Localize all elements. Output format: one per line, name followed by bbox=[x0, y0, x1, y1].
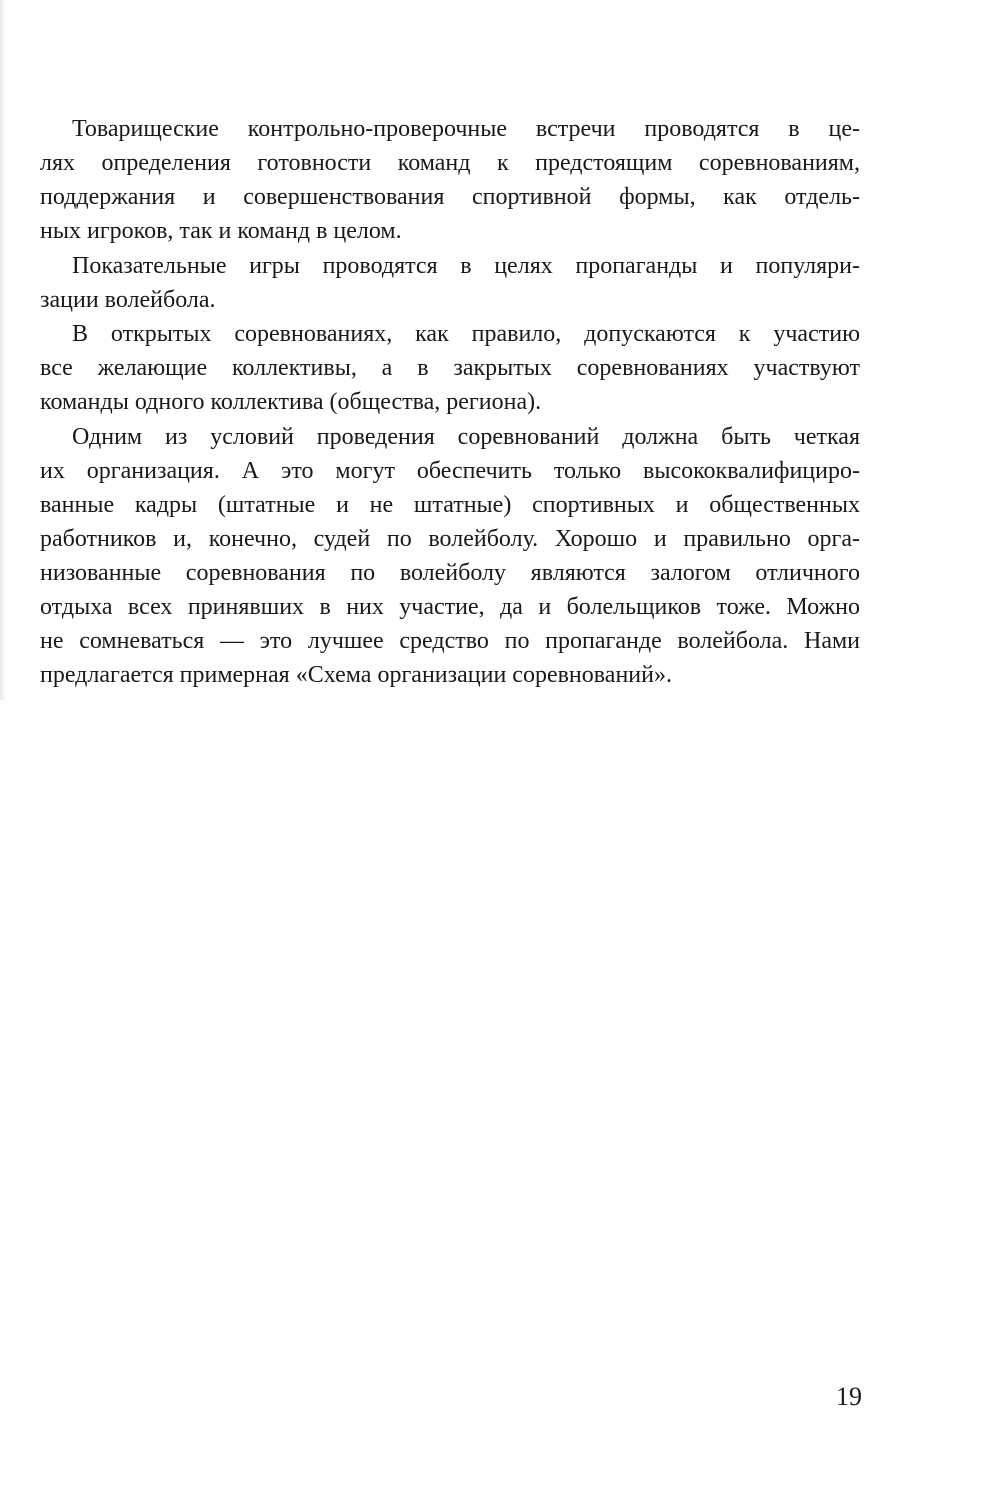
text-line: отдыха всех принявших в них участие, да и болельщиков тоже. Можно bbox=[40, 593, 860, 620]
text-line: зации волейбола. bbox=[40, 286, 216, 313]
text-line: ванные кадры (штатные и не штатные) спортивных и общественных bbox=[40, 491, 860, 518]
paragraph-open-closed-competitions bbox=[40, 317, 860, 419]
text-line: Показательные игры проводятся в целях пропаганды и популяри- bbox=[72, 252, 860, 279]
text-line: Одним из условий проведения соревнований должна быть четкая bbox=[72, 423, 860, 450]
text-line: предлагается примерная «Схема организации соревнований». bbox=[40, 661, 672, 688]
text-line: В открытых соревнованиях, как правило, допускаются к участию bbox=[72, 321, 860, 347]
paragraph-friendly-matches bbox=[40, 112, 860, 248]
paragraph-organization bbox=[40, 420, 860, 692]
text-line: Товарищеские контрольно-проверочные встречи проводятся в це- bbox=[72, 116, 860, 142]
text-line: команды одного коллектива (общества, региона). bbox=[40, 389, 542, 415]
paragraph-exhibition-games bbox=[40, 249, 860, 317]
text-line: не сомневаться — это лучшее средство по пропаганде волейбола. Нами bbox=[40, 627, 860, 654]
text-line: работников и, конечно, судей по волейболу. Хорошо и правильно орга- bbox=[40, 525, 860, 552]
text-line: низованные соревнования по волейболу являются залогом отличного bbox=[40, 559, 860, 586]
body-text bbox=[40, 112, 860, 692]
page-number: 19 bbox=[836, 1382, 862, 1411]
text-line: лях определения готовности команд к предстоящим соревнованиям, bbox=[40, 150, 860, 176]
text-line: их организация. А это могут обеспечить только высококвалифициро- bbox=[40, 457, 860, 484]
text-line: ных игроков, так и команд в целом. bbox=[40, 218, 402, 244]
text-line: поддержания и совершенствования спортивной формы, как отдель- bbox=[40, 184, 860, 210]
text-line: все желающие коллективы, а в закрытых соревнованиях участвуют bbox=[40, 355, 860, 381]
page-edge-shadow bbox=[0, 0, 6, 700]
